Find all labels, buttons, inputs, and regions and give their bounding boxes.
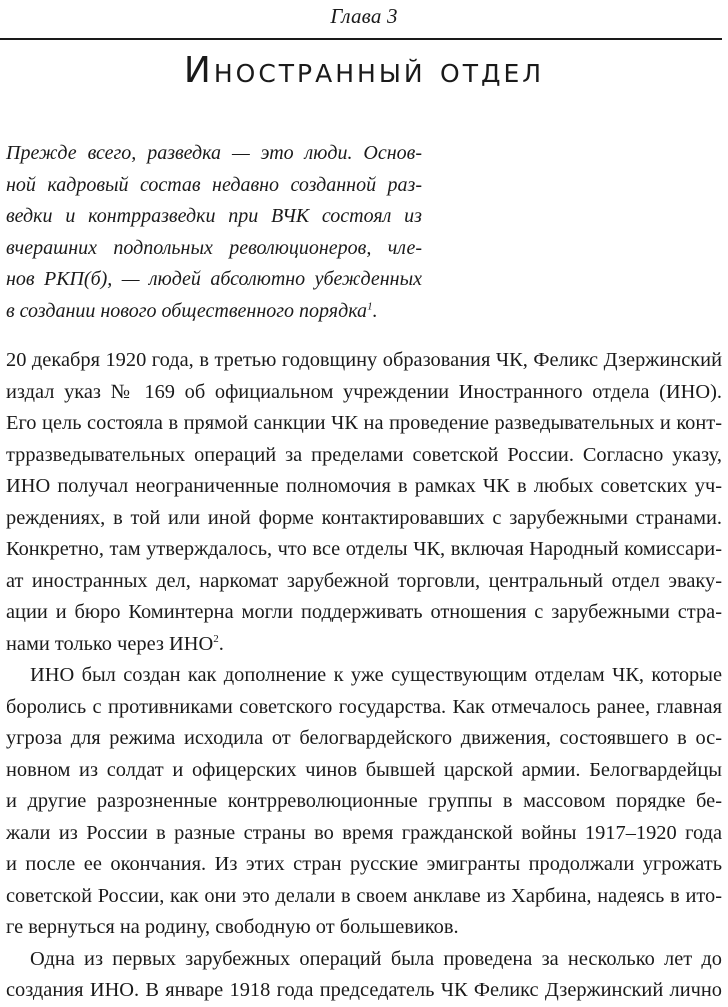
epigraph-line: вчерашних подпольных революционеров, чле- (6, 236, 422, 259)
paragraph-1 (6, 345, 722, 660)
body-line: трразведывательных операций за пределами советской России. Согласно указу, (6, 443, 722, 466)
body-line (6, 660, 722, 692)
body-line: Конкретно, там утверждалось, что все отделы ЧК, включая Народный комиссари- (6, 538, 722, 560)
body-line: Его цель состояла в прямой санкции ЧК на проведение разведывательных и конт- (6, 412, 722, 434)
footnote-ref: 2 (213, 632, 219, 645)
body-line: реждениях, в той или иной форме контактировавших с зарубежными странами. (6, 506, 722, 529)
body-line: 20 декабря 1920 года, в третью годовщину образования ЧК, Феликс Дзержинский (6, 349, 722, 371)
body-line: ИНО получал неограниченные полномочия в рамках ЧК в любых советских уч- (6, 475, 722, 497)
chapter-title: Иностранный отдел (183, 50, 545, 91)
body-line: и после ее окончания. Из этих стран русские эмигранты продолжали угрожать (6, 853, 722, 875)
body-line: жали из России в разные страны во время гражданской войны 1917–1920 года (6, 821, 722, 844)
body-text (6, 345, 722, 1007)
body-line: и другие разрозненные контрреволюционные группы в массовом порядке бе- (6, 790, 722, 812)
body-line: ге вернуться на родину, свободную от большевиков. (6, 916, 459, 938)
paragraph-3 (6, 944, 722, 1007)
header-rule (0, 38, 722, 40)
epigraph-last-line: в создании нового общественного порядка$^1$. (6, 299, 378, 322)
body-line: новном из солдат и офицерских чинов бывшей царской армии. Белогвардейцы (6, 758, 722, 781)
body-line: ат иностранных дел, наркомат зарубежной торговли, центральный отдел эваку- (6, 569, 722, 592)
body-line: издал указ № 169 об официальном учреждении Иностранного отдела (ИНО). (6, 380, 722, 403)
running-head: Глава 3 (330, 4, 398, 28)
body-line: угроза для режима исходила от белогвардейского движения, состоявшего в ос- (6, 727, 722, 749)
epigraph-line: Прежде всего, разведка — это люди. Основ- (6, 142, 422, 164)
body-line: боролись с противниками советского государства. Как отмечалось ранее, главная (6, 695, 722, 718)
body-line-text: Одна из первых зарубежных операций была проведена за несколько лет до (30, 947, 722, 970)
epigraph-line: в создании нового общественного порядка (6, 299, 368, 322)
epigraph-line: нов РКП(б), — людей абсолютно убежденных (6, 268, 422, 291)
footnote-ref: 1 (367, 300, 373, 313)
body-line: нами только через ИНО (6, 632, 214, 655)
body-line: советской России, как они это делали в своем анклаве из Харбина, надеясь в ито- (6, 884, 722, 907)
paragraph-2 (6, 660, 722, 944)
body-last-line: нами только через ИНО$^2$. (6, 632, 224, 655)
epigraph (6, 138, 422, 328)
body-line (6, 944, 722, 976)
body-line: создания ИНО. В январе 1918 года председатель ЧК Феликс Дзержинский лично (6, 979, 722, 1001)
epigraph-line: ной кадровый состав недавно созданной раз- (6, 173, 422, 196)
epigraph-line: ведки и контрразведки при ВЧК состоял из (6, 205, 422, 228)
body-line: ации и бюро Коминтерна могли поддерживать отношения с зарубежными стра- (6, 601, 722, 623)
body-line-text: ИНО был создан как дополнение к уже существующим отделам ЧК, которые (30, 664, 722, 686)
